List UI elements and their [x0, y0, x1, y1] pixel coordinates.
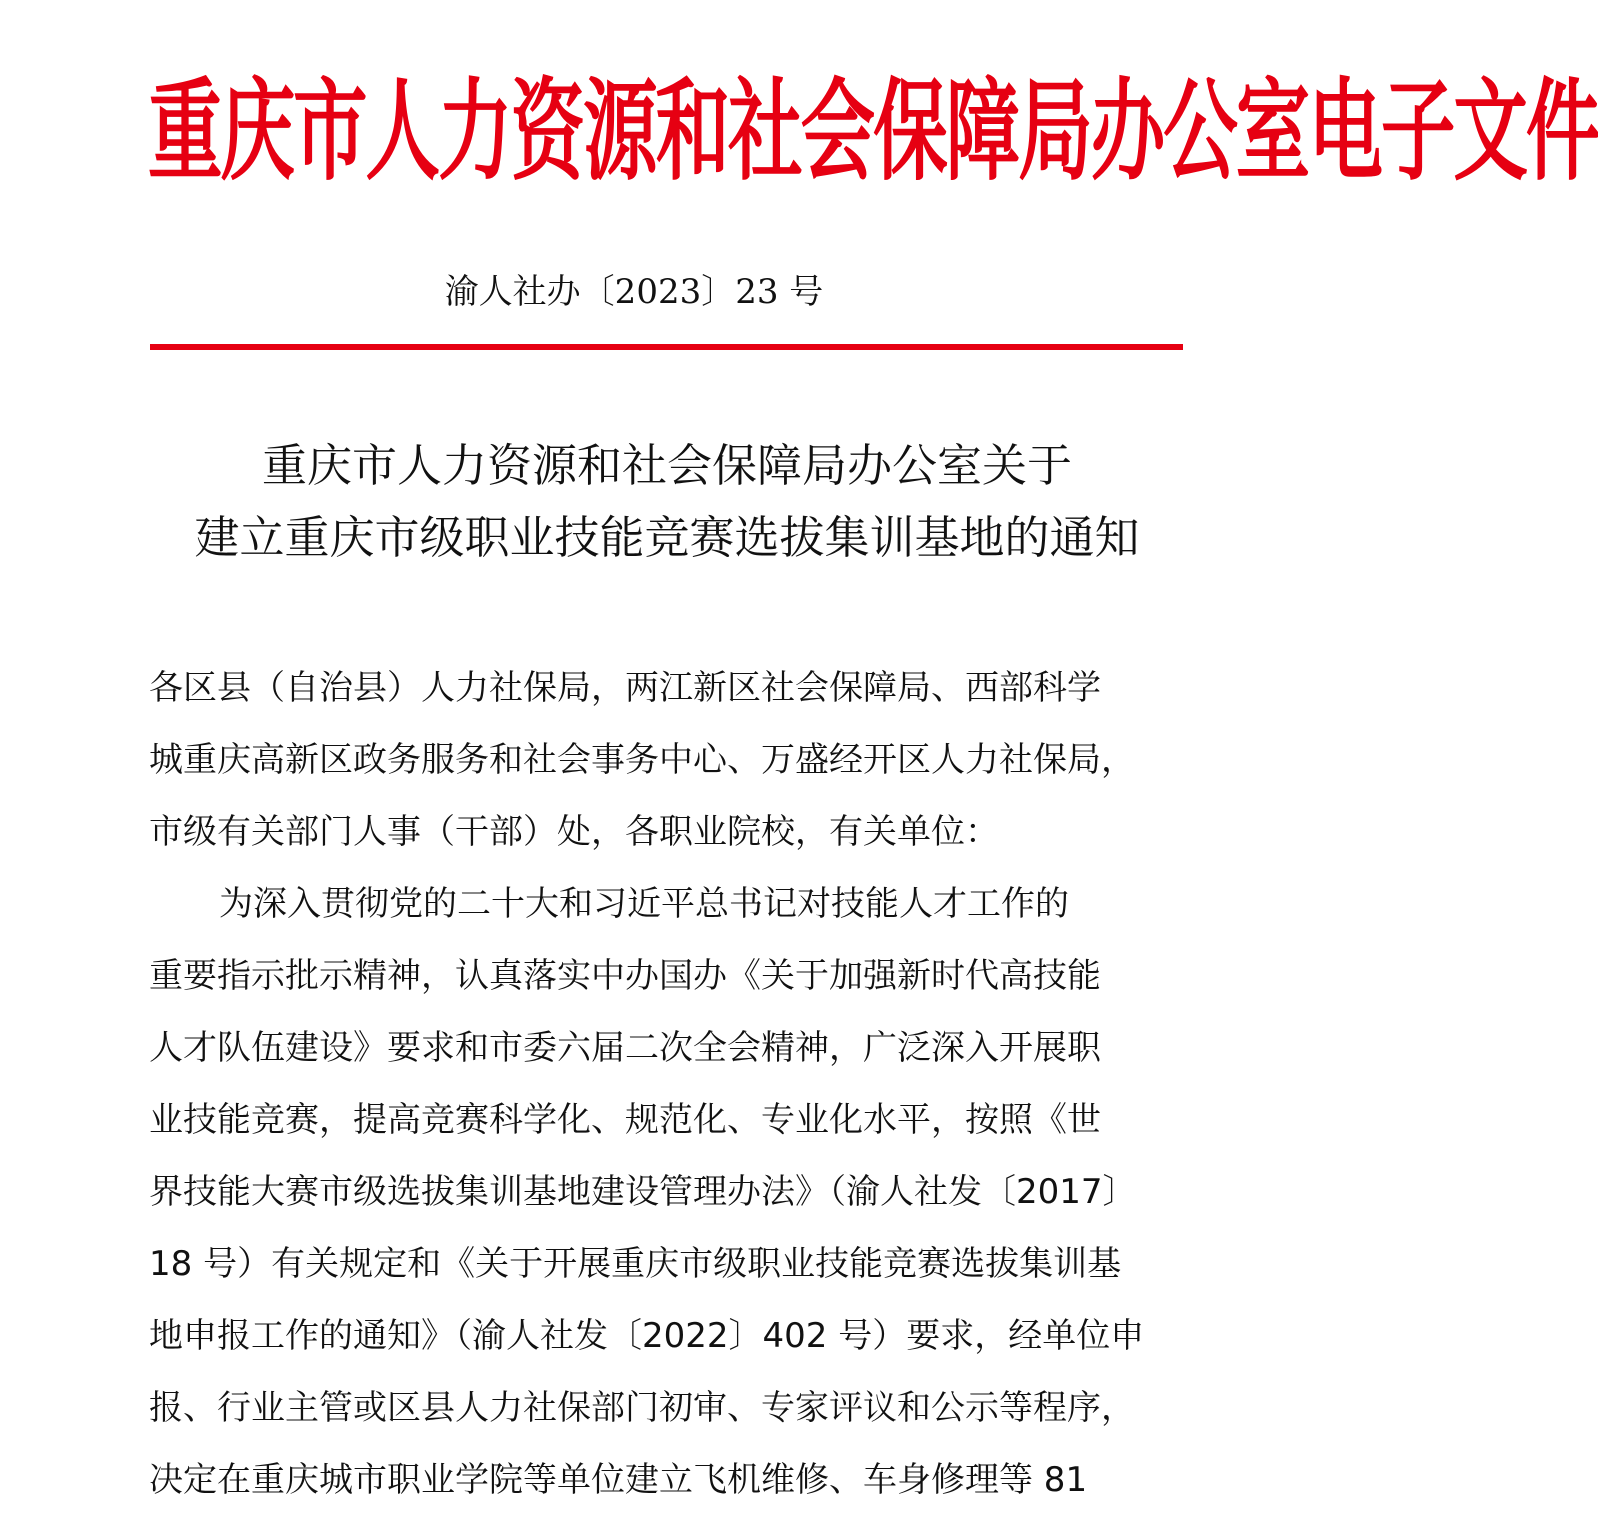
document-masthead: 重庆市人力资源和社会保障局办公室电子文件	[148, 66, 1598, 196]
document-body	[149, 652, 1185, 1516]
body-line: 18 号）有关规定和《关于开展重庆市级职业技能竞赛选拔集训基	[149, 1244, 1122, 1284]
red-divider-line	[150, 344, 1183, 350]
title-line-2: 建立重庆市级职业技能竞赛选拔集训基地的通知	[194, 511, 1140, 564]
title-line-1: 重庆市人力资源和社会保障局办公室关于	[261, 439, 1072, 492]
body-line: 界技能大赛市级选拔集训基地建设管理办法》（渝人社发〔2017〕	[149, 1172, 1137, 1212]
body-line: 重要指示批示精神，认真落实中办国办《关于加强新时代高技能	[149, 956, 1101, 996]
body-line: 决定在重庆城市职业学院等单位建立飞机维修、车身修理等 81	[149, 1460, 1088, 1500]
body-line: 报、行业主管或区县人力社保部门初审、专家评议和公示等程序，	[149, 1388, 1135, 1428]
body-line: 业技能竞赛，提高竞赛科学化、规范化、专业化水平，按照《世	[149, 1100, 1101, 1140]
body-line: 地申报工作的通知》（渝人社发〔2022〕402 号）要求，经单位申	[149, 1316, 1145, 1356]
body-line: 人才队伍建设》要求和市委六届二次全会精神，广泛深入开展职	[149, 1028, 1101, 1068]
body-line: 市级有关部门人事（干部）处，各职业院校，有关单位：	[149, 812, 999, 852]
document-title	[100, 430, 1234, 574]
body-line: 各区县（自治县）人力社保局，两江新区社会保障局、西部科学	[149, 668, 1101, 708]
document-number: 渝人社办〔2023〕23 号	[444, 272, 824, 312]
body-line: 城重庆高新区政务服务和社会事务中心、万盛经开区人力社保局，	[149, 740, 1135, 780]
body-paragraph-start: 为深入贯彻党的二十大和习近平总书记对技能人才工作的	[219, 884, 1069, 924]
